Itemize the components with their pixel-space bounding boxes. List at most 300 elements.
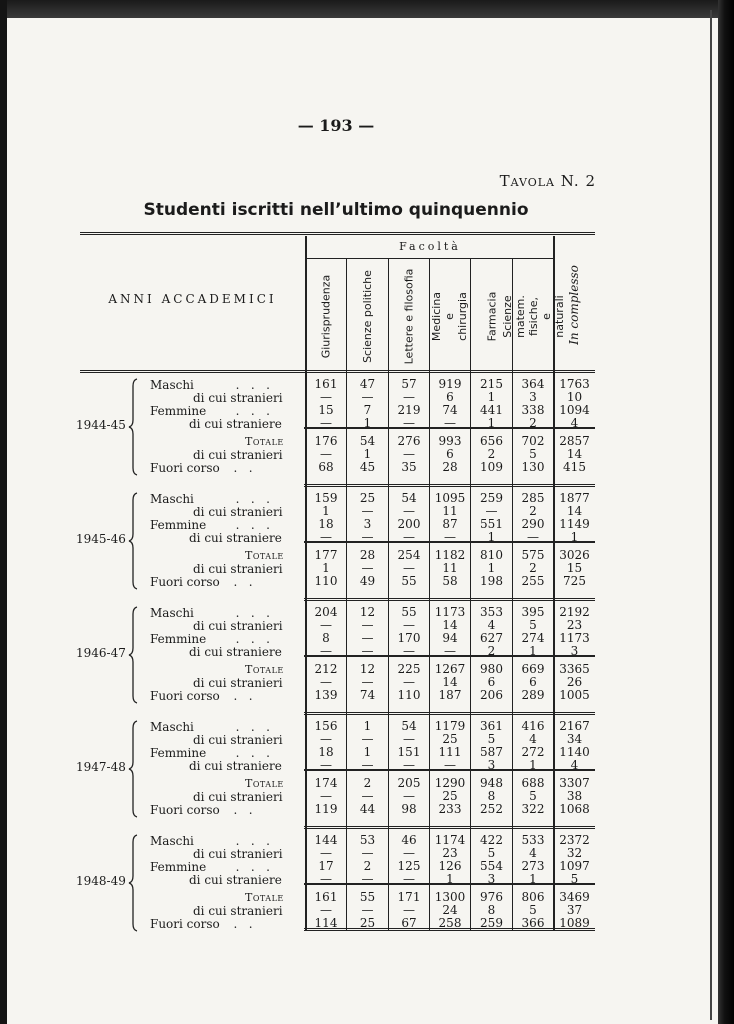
table-cell: 3307 [559, 776, 590, 790]
table-cell: — [527, 530, 539, 544]
table-cell: 4 [487, 618, 496, 632]
leader-dots: . . [222, 689, 253, 703]
table-cell: — [444, 530, 456, 544]
table-cell: 2 [529, 416, 537, 430]
table-cell: 114 [314, 916, 338, 930]
table-cell: 74 [359, 688, 376, 702]
table-cell: 1173 [559, 631, 590, 645]
table-cell: 272 [521, 745, 545, 759]
row-label: Totale [245, 549, 284, 562]
table-cell: 3365 [559, 662, 590, 676]
table-cell: — [361, 644, 374, 658]
table-cell: 87 [442, 517, 458, 531]
row-label: Fuori corso [150, 803, 220, 817]
facolta-underline [307, 258, 553, 259]
table-cell: 55 [401, 574, 417, 588]
table-cell: — [361, 390, 374, 404]
table-cell: 1763 [559, 377, 590, 391]
row-label: Fuori corso [150, 575, 220, 589]
table-cell: — [403, 530, 415, 544]
table-cell: 25 [442, 789, 458, 803]
table-cell: 441 [480, 403, 503, 417]
column-header-giurisprudenza: Giurisprudenza [319, 274, 333, 358]
table-cell: 174 [314, 776, 338, 790]
table-cell: 7 [363, 403, 372, 417]
leader-dots: . . [222, 575, 253, 589]
table-cell: — [320, 390, 332, 404]
row-label: Fuori corso [150, 689, 220, 703]
table-cell: 285 [521, 491, 545, 505]
leader-dots: . . . [228, 378, 270, 392]
table-cell: 6 [446, 447, 454, 461]
table-cell: 395 [521, 605, 545, 619]
table-cell: 627 [480, 631, 503, 645]
brace-icon [127, 492, 139, 590]
brace-icon [127, 378, 139, 476]
table-cell: 200 [397, 517, 421, 531]
table-cell: 274 [521, 631, 545, 645]
table-cell: 5 [487, 846, 496, 860]
table-cell: 28 [359, 548, 376, 562]
binding-left-edge [0, 0, 7, 1024]
table-cell: — [403, 675, 415, 689]
year-label: 1948-49 [76, 874, 126, 888]
table-cell: 1 [363, 719, 372, 733]
table-cell: 416 [521, 719, 545, 733]
table-cell: 35 [401, 460, 417, 474]
table-cell: 273 [521, 859, 545, 873]
row-label: di cui straniere [189, 873, 282, 887]
table-cell: 37 [566, 903, 583, 917]
table-cell: 14 [566, 447, 583, 461]
table-cell: — [403, 732, 415, 746]
column-header-lettere: Lettere e filosofia [402, 268, 416, 364]
table-cell: 126 [438, 859, 462, 873]
table-cell: 12 [359, 605, 376, 619]
table-cell: 233 [438, 802, 462, 816]
leader-dots: . . [222, 461, 253, 475]
row-label: di cui stranieri [193, 676, 283, 690]
table-cell: 206 [480, 688, 503, 702]
table-cell: 17 [318, 859, 334, 873]
table-cell: 656 [480, 434, 503, 448]
leader-dots: . . . [228, 518, 270, 532]
table-cell: 10 [566, 390, 583, 404]
table-cell: 725 [563, 574, 586, 588]
table-cell: 176 [314, 434, 338, 448]
column-header-scienze-politiche: Scienze politiche [361, 269, 375, 363]
table-cell: 46 [401, 833, 417, 847]
leader-dots: . . . [228, 860, 270, 874]
table-cell: 575 [521, 548, 545, 562]
column-divider [305, 372, 307, 930]
table-cell: 161 [314, 890, 338, 904]
row-label: Maschi [150, 834, 194, 848]
row-header: ANNI ACCADEMICI [108, 292, 277, 306]
table-cell: 24 [442, 903, 458, 917]
table-cell: — [403, 903, 415, 917]
table-cell: 551 [480, 517, 503, 531]
table-cell: — [361, 846, 374, 860]
row-label: Femmine [150, 518, 207, 532]
table-cell: 170 [397, 631, 421, 645]
column-divider [346, 372, 347, 930]
header-bottom-rule [80, 370, 595, 373]
row-label: di cui stranieri [193, 562, 283, 576]
table-cell: 38 [566, 789, 583, 803]
table-cell: 806 [521, 890, 545, 904]
table-cell: — [403, 644, 415, 658]
facolta-group-header: Facoltà [399, 240, 461, 253]
row-label: di cui straniere [189, 417, 282, 431]
table-cell: 34 [566, 732, 583, 746]
table-cell: 1174 [434, 833, 466, 847]
table-cell: 8 [487, 789, 496, 803]
table-cell: 156 [314, 719, 338, 733]
table-cell: — [403, 447, 415, 461]
leader-dots: . . . [228, 746, 270, 760]
table-cell: 14 [566, 504, 583, 518]
leader-dots: . . . [228, 720, 270, 734]
table-cell: 364 [521, 377, 545, 391]
table-cell: 12 [359, 662, 376, 676]
table-cell: 1068 [559, 802, 590, 816]
table-cell: — [403, 758, 415, 772]
table-cell: 2167 [559, 719, 590, 733]
table-cell: 669 [521, 662, 545, 676]
table-cell: 1 [322, 561, 330, 575]
table-cell: — [403, 618, 415, 632]
table-cell: 198 [480, 574, 503, 588]
column-header-medicina: Medicina e chirurgia [430, 291, 470, 341]
table-cell: 2 [529, 504, 537, 518]
leader-dots: . . . [228, 632, 270, 646]
table-cell: 4 [570, 758, 579, 772]
table-cell: 55 [359, 890, 376, 904]
table-cell: 422 [480, 833, 503, 847]
table-cell: 5 [487, 732, 496, 746]
table-cell: 1 [529, 758, 537, 772]
table-cell: 45 [359, 460, 376, 474]
brace-icon [127, 606, 139, 704]
row-label: di cui stranieri [193, 733, 283, 747]
table-cell: 177 [314, 548, 338, 562]
table-cell: 25 [442, 732, 458, 746]
table-cell: 3 [570, 644, 579, 658]
table-cell: 94 [442, 631, 458, 645]
leader-dots: . . . [228, 404, 270, 418]
table-cell: 1267 [434, 662, 466, 676]
table-cell: 6 [446, 390, 454, 404]
table-cell: 5 [529, 618, 537, 632]
brace-icon [127, 720, 139, 818]
table-cell: 159 [314, 491, 338, 505]
table-cell: — [403, 390, 415, 404]
table-cell: — [403, 789, 415, 803]
year-separator [304, 598, 595, 601]
table-cell: 187 [438, 688, 462, 702]
table-cell: 1 [363, 416, 372, 430]
row-label: Maschi [150, 378, 194, 392]
table-cell: 14 [442, 675, 458, 689]
table-cell: 6 [529, 675, 537, 689]
table-cell: 110 [314, 574, 338, 588]
table-cell: 4 [570, 416, 579, 430]
table-cell: 44 [359, 802, 376, 816]
table-cell: 3026 [559, 548, 590, 562]
table-cell: 1182 [434, 548, 466, 562]
table-cell: 4 [529, 732, 537, 746]
row-label: Totale [245, 777, 284, 790]
table-cell: 3 [487, 872, 496, 886]
table-cell: 1290 [434, 776, 466, 790]
table-cell: 587 [480, 745, 503, 759]
row-label: Maschi [150, 606, 194, 620]
column-divider [429, 372, 430, 930]
table-label: Tavola N. 2 [499, 172, 596, 190]
table-cell: 1 [363, 447, 372, 461]
table-cell: 55 [401, 605, 417, 619]
table-cell: — [403, 872, 415, 886]
table-cell: 1 [570, 530, 579, 544]
table-cell: 8 [487, 903, 496, 917]
table-cell: 980 [480, 662, 503, 676]
row-label: di cui stranieri [193, 790, 283, 804]
table-cell: 259 [480, 916, 503, 930]
table-cell: — [403, 504, 415, 518]
table-cell: 1097 [559, 859, 590, 873]
table-cell: 290 [521, 517, 545, 531]
table-cell: 2372 [559, 833, 590, 847]
table-cell: 976 [480, 890, 503, 904]
table-cell: 3 [529, 390, 537, 404]
year-label: 1946-47 [76, 646, 126, 660]
table-cell: 5 [570, 872, 579, 886]
table-cell: 338 [521, 403, 545, 417]
table-cell: 25 [359, 491, 376, 505]
table-cell: 366 [521, 916, 545, 930]
table-cell: 252 [480, 802, 503, 816]
table-cell: 23 [442, 846, 458, 860]
table-cell: 289 [521, 688, 545, 702]
column-header-in-complesso: In complesso [567, 265, 581, 345]
table-cell: 32 [566, 846, 583, 860]
table-cell: 1140 [559, 745, 590, 759]
table-cell: 225 [397, 662, 421, 676]
table-cell: — [403, 846, 415, 860]
table-cell: — [361, 903, 374, 917]
table-cell: 258 [438, 916, 462, 930]
table-cell: — [444, 416, 456, 430]
table-cell: 1173 [434, 605, 466, 619]
page-number: — 193 — [297, 116, 375, 135]
table-cell: 14 [442, 618, 458, 632]
year-label: 1945-46 [76, 532, 126, 546]
table-cell: 25 [359, 916, 376, 930]
table-cell: 23 [566, 618, 583, 632]
table-cell: — [361, 631, 374, 645]
table-cell: 74 [442, 403, 458, 417]
binding-top-edge [0, 0, 734, 18]
table-cell: 15 [318, 403, 334, 417]
table-cell: 2 [363, 776, 372, 790]
table-cell: — [485, 504, 498, 518]
table-cell: 255 [521, 574, 545, 588]
table-cell: 2857 [559, 434, 590, 448]
table-cell: 2 [363, 859, 372, 873]
table-cell: 57 [401, 377, 417, 391]
binding-right-edge [718, 0, 734, 1024]
table-cell: — [361, 732, 374, 746]
table-cell: 2 [529, 561, 537, 575]
row-label: Femmine [150, 860, 207, 874]
leader-dots: . . . [228, 492, 270, 506]
table-cell: 130 [521, 460, 545, 474]
row-label: di cui straniere [189, 531, 282, 545]
table-cell: 139 [314, 688, 338, 702]
table-cell: — [361, 789, 374, 803]
table-cell: — [320, 846, 332, 860]
table-cell: — [361, 530, 374, 544]
table-cell: 1 [487, 390, 496, 404]
table-cell: 171 [397, 890, 421, 904]
table-cell: 2 [487, 447, 496, 461]
table-cell: 919 [438, 377, 462, 391]
table-cell: 151 [397, 745, 421, 759]
leader-dots: . . . [228, 606, 270, 620]
row-label: di cui stranieri [193, 505, 283, 519]
table-cell: 109 [480, 460, 503, 474]
column-divider [512, 372, 513, 930]
table-cell: 53 [359, 833, 376, 847]
table-cell: 204 [314, 605, 338, 619]
table-cell: 18 [318, 517, 334, 531]
table-cell: 219 [397, 403, 421, 417]
table-cell: 5 [529, 903, 537, 917]
table-cell: — [320, 789, 332, 803]
table-cell: 125 [397, 859, 421, 873]
table-cell: — [320, 447, 332, 461]
leader-dots: . . [222, 803, 253, 817]
table-cell: 5 [529, 789, 537, 803]
table-cell: 54 [401, 491, 417, 505]
binding-right-shadow [710, 10, 712, 1020]
table-cell: — [320, 732, 332, 746]
row-label: di cui stranieri [193, 904, 283, 918]
table-cell: 259 [480, 491, 503, 505]
table-top-rule [80, 232, 595, 235]
table-cell: — [320, 530, 332, 544]
row-label: di cui stranieri [193, 391, 283, 405]
row-label: Totale [245, 435, 284, 448]
year-separator [304, 484, 595, 487]
table-cell: 688 [521, 776, 545, 790]
table-cell: — [361, 504, 374, 518]
table-cell: 2 [487, 644, 496, 658]
table-cell: 110 [397, 688, 421, 702]
table-cell: 58 [442, 574, 458, 588]
table-cell: 119 [314, 802, 338, 816]
table-cell: 1 [529, 872, 537, 886]
table-cell: 702 [521, 434, 545, 448]
table-cell: — [361, 618, 374, 632]
row-label: Totale [245, 663, 284, 676]
table-cell: 3 [487, 758, 496, 772]
table-cell: 205 [397, 776, 421, 790]
row-label: di cui stranieri [193, 847, 283, 861]
table-cell: 68 [318, 460, 334, 474]
year-label: 1947-48 [76, 760, 126, 774]
table-cell: 353 [480, 605, 503, 619]
table-cell: 533 [521, 833, 545, 847]
row-label: di cui straniere [189, 645, 282, 659]
table-title: Studenti iscritti nell’ultimo quinquennio [143, 200, 529, 220]
row-label: Totale [245, 891, 284, 904]
column-divider [388, 372, 389, 930]
table-cell: 361 [480, 719, 503, 733]
row-label: Maschi [150, 492, 194, 506]
table-cell: 215 [480, 377, 503, 391]
row-label: di cui straniere [189, 759, 282, 773]
year-label: 1944-45 [76, 418, 126, 432]
table-cell: 212 [314, 662, 338, 676]
leader-dots: . . [222, 917, 253, 931]
table-cell: 1149 [559, 517, 590, 531]
table-cell: 67 [401, 916, 417, 930]
table-cell: 1 [487, 416, 496, 430]
table-cell: 1 [322, 504, 330, 518]
table-cell: 54 [359, 434, 376, 448]
table-cell: 5 [529, 447, 537, 461]
table-cell: 3 [363, 517, 372, 531]
table-cell: 1 [487, 561, 496, 575]
table-cell: — [320, 675, 332, 689]
table-cell: 98 [401, 802, 417, 816]
table-cell: 3469 [559, 890, 590, 904]
table-cell: — [444, 644, 456, 658]
table-cell: 54 [401, 719, 417, 733]
table-cell: — [320, 903, 332, 917]
table-cell: 254 [397, 548, 421, 562]
table-cell: 4 [529, 846, 537, 860]
table-cell: 1089 [559, 916, 590, 930]
table-cell: 28 [442, 460, 458, 474]
table-cell: 1 [446, 872, 454, 886]
row-label: Maschi [150, 720, 194, 734]
table-cell: 111 [438, 745, 462, 759]
table-cell: 1005 [559, 688, 590, 702]
table-cell: — [403, 561, 415, 575]
table-cell: 1095 [434, 491, 466, 505]
row-label: di cui stranieri [193, 448, 283, 462]
row-label: di cui stranieri [193, 619, 283, 633]
table-cell: 161 [314, 377, 338, 391]
table-cell: 1 [487, 530, 496, 544]
table-cell: 1094 [559, 403, 590, 417]
table-cell: 8 [322, 631, 330, 645]
table-cell: 6 [487, 675, 496, 689]
row-label: Fuori corso [150, 917, 220, 931]
table-cell: 1 [363, 745, 372, 759]
table-cell: — [320, 758, 332, 772]
table-cell: 276 [397, 434, 421, 448]
row-label: Femmine [150, 404, 207, 418]
row-label: Fuori corso [150, 461, 220, 475]
table-cell: 993 [438, 434, 462, 448]
table-cell: 554 [480, 859, 503, 873]
column-divider [470, 372, 471, 930]
table-cell: 1 [529, 644, 537, 658]
